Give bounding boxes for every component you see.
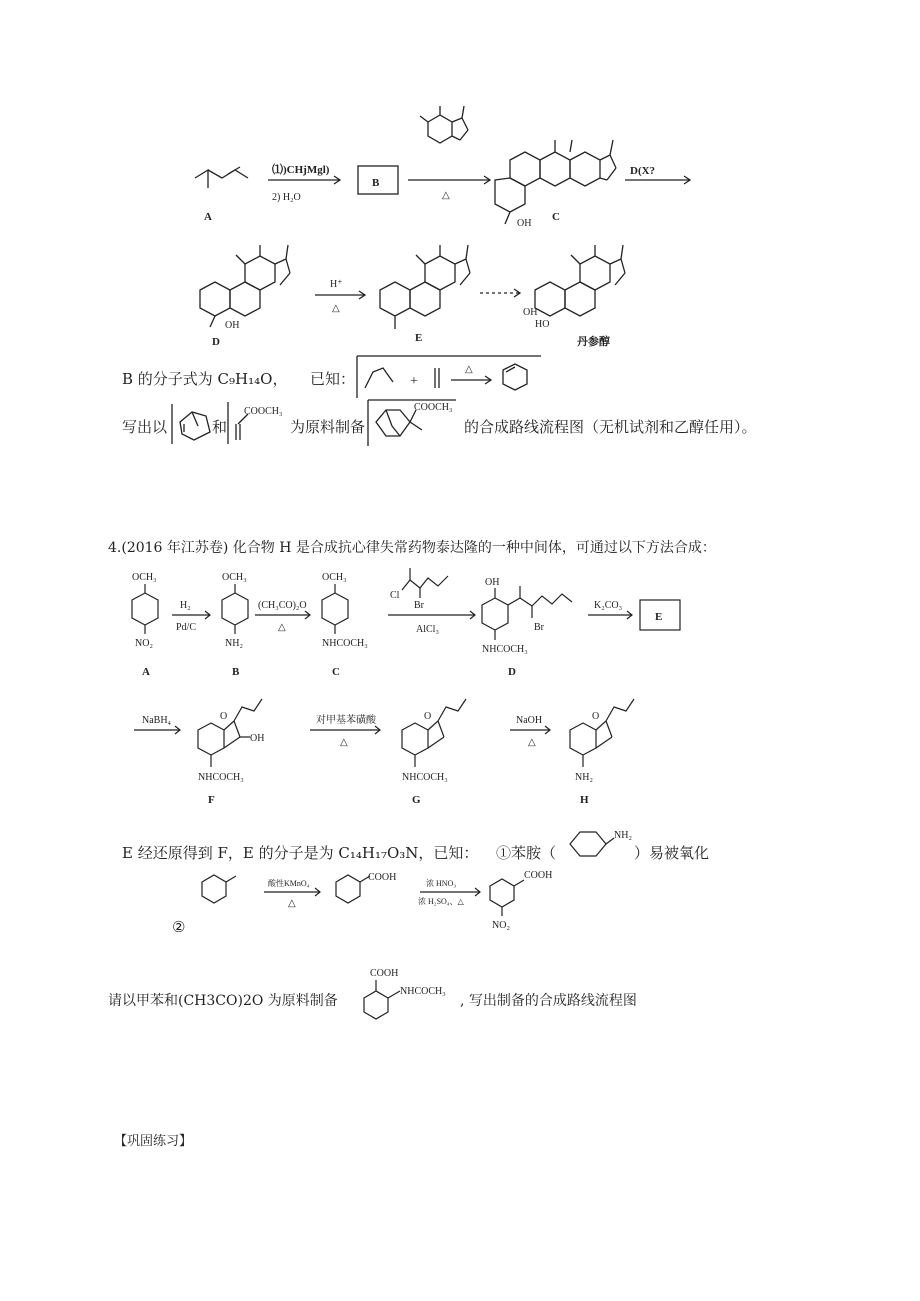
reagent-alcl3: AlCl₃ <box>416 624 439 635</box>
q4-label-a: A <box>142 666 150 678</box>
f-oh: OH <box>250 733 265 744</box>
d-br: Br <box>534 622 544 633</box>
acyl-cl: Cl <box>390 590 400 601</box>
label-a: A <box>204 211 212 223</box>
heat-symbol: △ <box>442 190 450 201</box>
b-och3: OCH₃ <box>222 572 247 583</box>
aniline-icon <box>560 822 635 867</box>
c-oh: OH <box>517 218 532 229</box>
question-end: 的合成路线流程图（无机试剂和乙醇任用）。 <box>464 418 757 436</box>
f-o: O <box>220 711 228 722</box>
q-final-start: 请以甲苯和(CH3CO)2O 为原料制备 <box>108 993 338 1009</box>
label-c: C <box>552 211 560 223</box>
danshen-ho: HO <box>535 319 550 330</box>
acyl-br: Br <box>414 600 424 611</box>
practice-heading: 【巩固练习】 <box>114 1134 193 1149</box>
reagent-h-plus: H⁺ <box>330 279 343 290</box>
d-nhcoch3: NHCOCH₃ <box>482 644 528 655</box>
b-formula-text: B 的分子式为 C₉H₁₄O， <box>122 370 288 388</box>
label-danshen: 丹参醇 <box>577 336 610 348</box>
plus-sign: + <box>410 374 418 389</box>
reagent-nabh4: NaBH₄ <box>142 715 172 726</box>
q4-label-d: D <box>508 666 516 678</box>
g-nhcoch3: NHCOCH₃ <box>402 772 448 783</box>
reagent-h2: H₂ <box>180 600 191 611</box>
reagent-c-to-d: D(X? <box>630 165 656 177</box>
b-nh2: NH₂ <box>225 638 243 649</box>
question-material: 为原料制备 <box>290 418 366 436</box>
d-oh: OH <box>225 320 240 331</box>
question-and: 和 <box>212 418 228 436</box>
scheme-1-row2 <box>180 235 660 355</box>
no2-label: NO₂ <box>492 920 510 931</box>
q4-intro: 4.(2016 年江苏卷) 化合物 H 是合成抗心律失常药物泰达隆的一种中间体，可通过以下方法合成： <box>108 540 716 556</box>
heat-symbol-2: △ <box>332 303 340 314</box>
cooh-2: COOH <box>524 870 553 881</box>
reagent-h2so4: 浓 H₂SO₄、△ <box>418 897 464 906</box>
d-oh-group: OH <box>485 577 500 588</box>
e-info-text: E 经还原得到 F，E 的分子是为 C₁₄H₁₇O₃N，已知： <box>122 844 479 862</box>
q4-box-e: E <box>655 611 663 623</box>
reagent-kmno4: 酸性KMnO₄ <box>268 879 310 888</box>
reagent-grignard: ⑴)CHjMgl) <box>272 164 330 176</box>
a-no2: NO₂ <box>135 638 153 649</box>
known1-end: ）易被氧化 <box>634 844 710 862</box>
reagent-hno3: 浓 HNO₃ <box>426 879 457 888</box>
heat-q4-2: △ <box>340 737 348 748</box>
scheme-q4-row2 <box>130 685 650 810</box>
h-nh2: NH₂ <box>575 772 593 783</box>
known1-start: ①苯胺（ <box>496 844 557 862</box>
question-part1: 写出以 <box>122 418 168 436</box>
q4-label-g: G <box>412 794 421 806</box>
q4-label-h: H <box>580 794 589 806</box>
reagent-pdc: Pd/C <box>176 622 197 633</box>
c-och3: OCH₃ <box>322 572 347 583</box>
target-cooh: COOH <box>370 968 399 979</box>
q-final-tail: , 写出制备的合成路线流程图 <box>460 993 637 1009</box>
danshen-oh: OH <box>523 307 538 318</box>
q4-label-b: B <box>232 666 240 678</box>
target-nhcoch3: NHCOCH₃ <box>400 986 446 997</box>
reagent-k2co3: K₂CO₃ <box>594 600 623 611</box>
circled-2: ② <box>172 920 186 936</box>
scheme-q4-row1 <box>110 560 690 685</box>
target-anthranilic-icon <box>352 958 467 1033</box>
target-bicyclic-icon <box>366 398 461 448</box>
heat-q4-1: △ <box>278 622 286 633</box>
h-o: O <box>592 711 600 722</box>
heat-q4-3: △ <box>528 737 536 748</box>
label-d: D <box>212 336 220 348</box>
diels-alder-known <box>355 354 545 400</box>
known2-scheme <box>170 862 590 942</box>
g-o: O <box>424 711 432 722</box>
box-b-label: B <box>372 177 380 189</box>
reagent-ac2o: (CH₃CO)₂O <box>258 600 307 611</box>
reagent-water: 2) H₂O <box>272 192 301 203</box>
heat-symbol-3: △ <box>465 364 473 375</box>
cooh-1: COOH <box>368 872 397 883</box>
q4-label-c: C <box>332 666 340 678</box>
aniline-nh2: NH₂ <box>614 830 632 841</box>
heat-known2: △ <box>288 898 296 909</box>
a-och3: OCH₃ <box>132 572 157 583</box>
f-nhcoch3: NHCOCH₃ <box>198 772 244 783</box>
c-nhcoch3: NHCOCH₃ <box>322 638 368 649</box>
scheme-1-row1 <box>180 100 700 235</box>
q4-label-f: F <box>208 794 215 806</box>
label-e: E <box>415 332 423 344</box>
cooch3-label-1: COOCH₃ <box>244 406 283 417</box>
cooch3-label-2: COOCH₃ <box>414 402 453 413</box>
reagent-tsoh: 对甲基苯磺酸 <box>316 715 376 726</box>
known-label: 已知： <box>310 370 356 388</box>
methyl-acrylate-icon <box>226 400 291 446</box>
reagent-naoh: NaOH <box>516 715 543 726</box>
